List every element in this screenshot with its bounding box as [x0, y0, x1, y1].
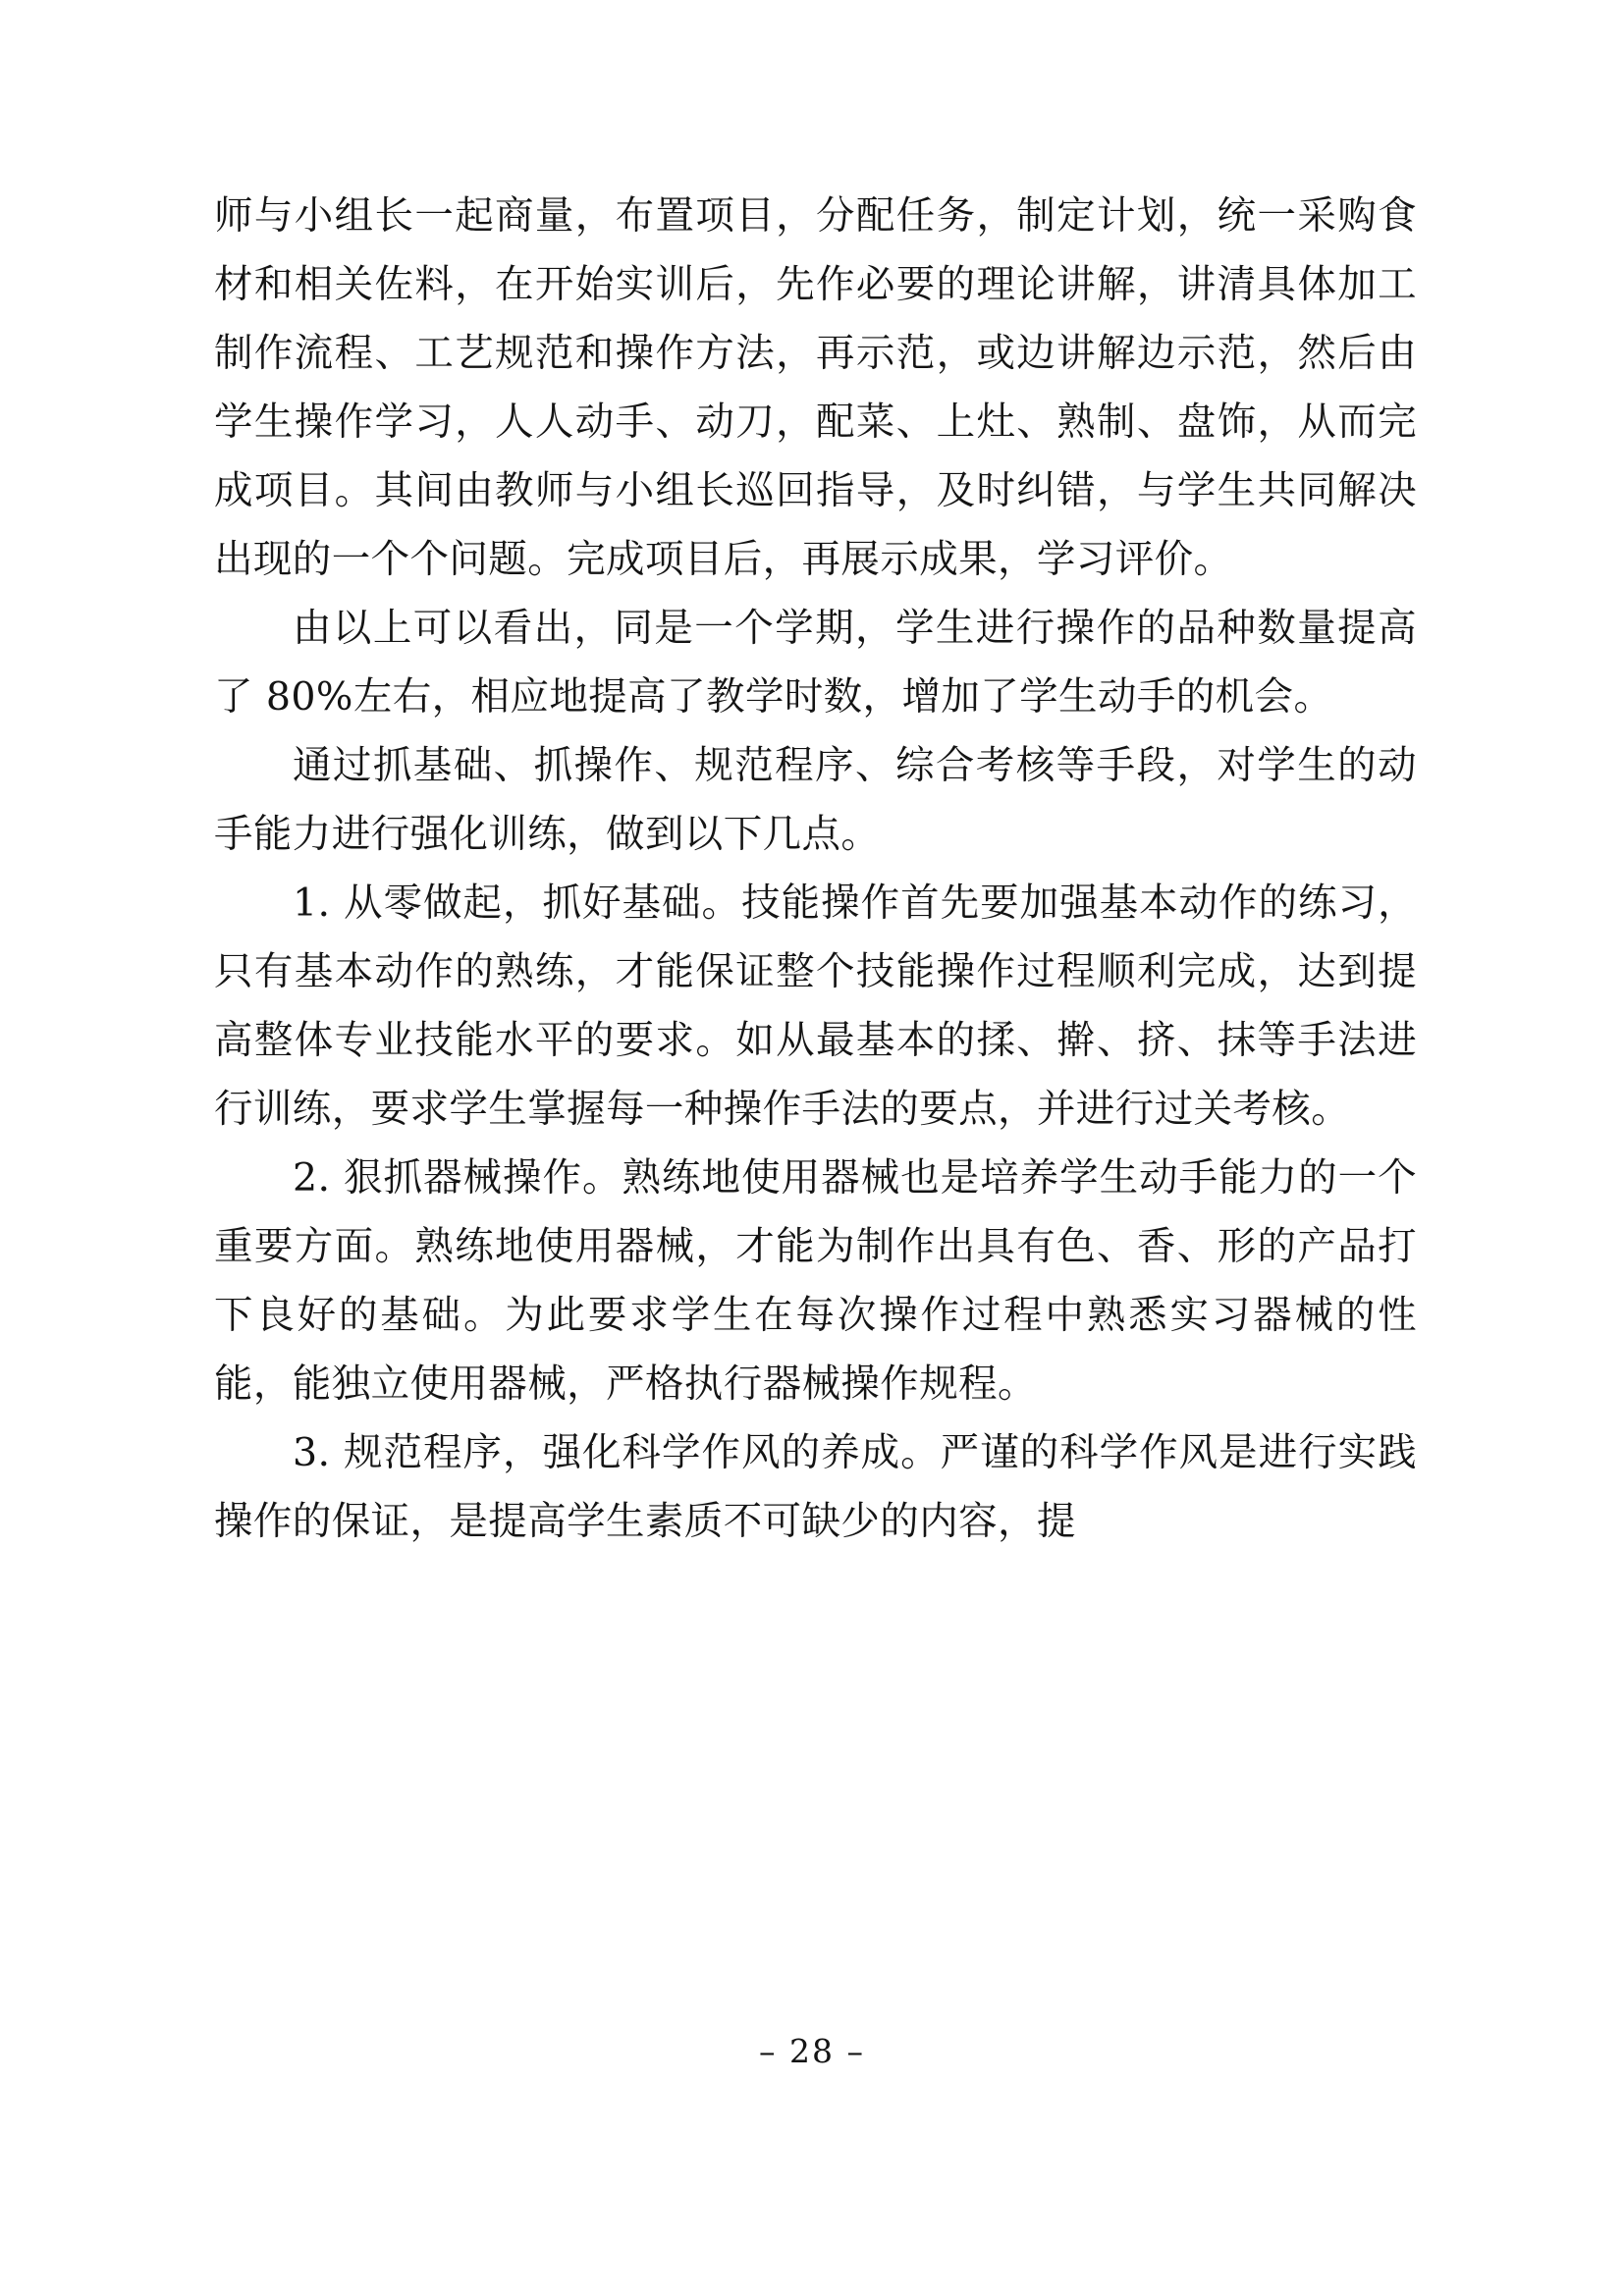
page-body: [214, 182, 1417, 1556]
body-paragraph-6: 3. 规范程序，强化科学作风的养成。严谨的科学作风是进行实践操作的保证，是提高学生素质不可缺少的内容，提: [214, 1430, 1417, 1544]
body-paragraph-1: 师与小组长一起商量，布置项目，分配任务，制定计划，统一采购食材和相关佐料，在开始实训后，先作必要的理论讲解，讲清具体加工制作流程、工艺规范和操作方法，再示范，或边讲解边示范，然后由学生操作学习，人人动手、动刀，配菜、上灶、熟制、盘饰，从而完成项目。其间由教师与小组长巡回指导，及时纠错，与学生共同解决出现的一个个问题。完成项目后，再展示成果，学习评价。: [214, 193, 1417, 582]
body-paragraph-4: 1. 从零做起，抓好基础。技能操作首先要加强基本动作的练习，只有基本动作的熟练，才能保证整个技能操作过程顺利完成，达到提高整体专业技能水平的要求。如从最基本的揉、擀、挤、抹等手法进行训练，要求学生掌握每一种操作手法的要点，并进行过关考核。: [214, 881, 1417, 1132]
body-paragraph-2: 由以上可以看出，同是一个学期，学生进行操作的品种数量提高了 80%左右，相应地提高了教学时数，增加了学生动手的机会。: [214, 606, 1417, 720]
page-number: – 28 –: [759, 2032, 865, 2070]
body-paragraph-3: 通过抓基础、抓操作、规范程序、综合考核等手段，对学生的动手能力进行强化训练，做到以下几点。: [214, 743, 1417, 857]
body-paragraph-5: 2. 狠抓器械操作。熟练地使用器械也是培养学生动手能力的一个重要方面。熟练地使用器械，才能为制作出具有色、香、形的产品打下良好的基础。为此要求学生在每次操作过程中熟悉实习器械的性能，能独立使用器械，严格执行器械操作规程。: [214, 1155, 1417, 1407]
page-footer: [0, 2032, 1624, 2070]
